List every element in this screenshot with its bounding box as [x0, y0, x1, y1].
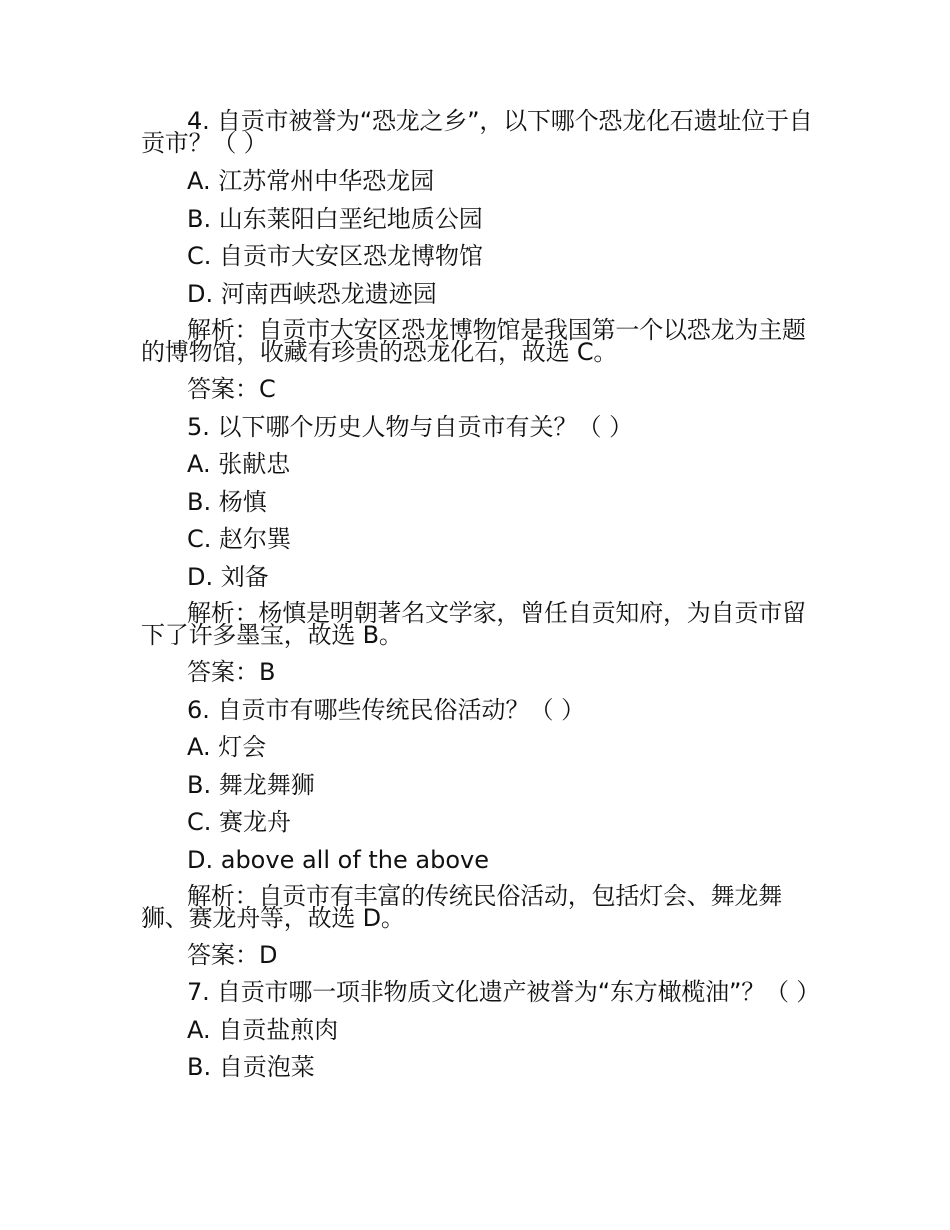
- question-5-option-c: C. 赵尔巽: [187, 525, 292, 553]
- question-6-option-d: D. above all of the above: [187, 845, 490, 874]
- question-4-option-b: B. 山东莱阳白垩纪地质公园: [187, 204, 483, 233]
- question-5-stem: 5. 以下哪个历史人物与自贡市有关？（ ）: [187, 412, 634, 441]
- question-4-analysis: 解析：自贡市大安区恐龙博物馆是我国第一个以恐龙为主题的博物馆，收藏有珍贵的恐龙化石，故选 C。: [141, 316, 806, 366]
- question-4-stem: 4. 自贡市被誉为“恐龙之乡”，以下哪个恐龙化石遗址位于自贡市？（ ）: [141, 107, 813, 157]
- question-4-option-d: D. 河南西峡恐龙遗迹园: [187, 279, 437, 308]
- question-4-answer: 答案：C: [187, 375, 276, 403]
- question-6-option-b: B. 舞龙舞狮: [187, 770, 315, 799]
- question-4-option-c: C. 自贡市大安区恐龙博物馆: [187, 242, 484, 270]
- question-6-stem: 6. 自贡市有哪些传统民俗活动？（ ）: [187, 695, 586, 724]
- question-5-analysis: 解析：杨慎是明朝著名文学家，曾任自贡知府，为自贡市留下了许多墨宝，故选 B。: [141, 599, 806, 649]
- question-7-option-b: B. 自贡泡菜: [187, 1053, 315, 1081]
- question-5-option-b: B. 杨慎: [187, 487, 267, 516]
- question-5-answer: 答案：B: [187, 658, 276, 686]
- question-6-option-c: C. 赛龙舟: [187, 808, 292, 836]
- question-6-option-a: A. 灯会: [187, 733, 267, 761]
- question-5-option-a: A. 张献忠: [187, 450, 291, 478]
- question-6-answer: 答案：D: [187, 941, 278, 969]
- question-5-option-d: D. 刘备: [187, 562, 269, 591]
- question-4-option-a: A. 江苏常州中华恐龙园: [187, 167, 435, 195]
- question-7-option-a: A. 自贡盐煎肉: [187, 1015, 339, 1044]
- question-6-analysis: 解析：自贡市有丰富的传统民俗活动，包括灯会、舞龙舞狮、赛龙舟等，故选 D。: [141, 882, 782, 932]
- question-7-stem: 7. 自贡市哪一项非物质文化遗产被誉为“东方橄榄油”？（ ）: [187, 977, 821, 1006]
- document-page: [141, 104, 821, 1087]
